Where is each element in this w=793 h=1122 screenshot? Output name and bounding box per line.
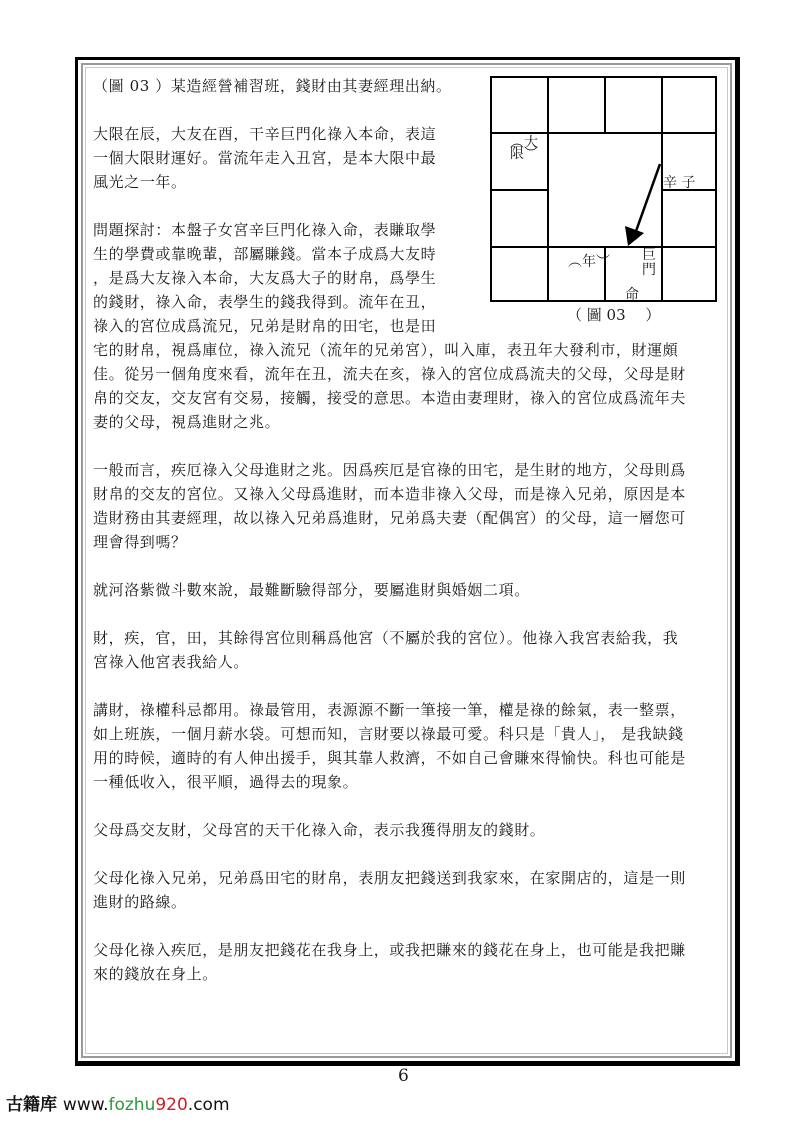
arrow-svg [490, 76, 717, 302]
paragraph-line: 一種低收入，很平順，過得去的現象。 [93, 773, 359, 791]
paragraph-line: 一個大限財運好。當流年走入丑宮，是本大限中最 [93, 149, 437, 167]
paragraph-line: 就河洛紫微斗數來說，最難斷驗得部分，要屬進財與婚姻二項。 [93, 581, 530, 599]
paragraph-line: ，是爲大友祿入本命，大友爲大子的財帛，爲學生 [93, 269, 437, 287]
watermark-cn: 古籍库 [6, 1095, 57, 1115]
paragraph-line: 造財務由其妻經理，故以祿入兄弟爲進財，兄弟爲夫妻（配偶宮）的父母，這一層您可 [93, 509, 686, 527]
paragraph-line: 財帛的交友的宮位。又祿入父母爲進財，而本造非祿入父母，而是祿入兄弟，原因是本 [93, 485, 686, 503]
paragraph-line: 用的時候，適時的有人伸出援手，與其靠人救濟，不如自己會賺來得愉快。科也可能是 [93, 749, 686, 767]
paragraph-line: 來的錢放在身上。 [93, 965, 218, 983]
paragraph-line: 佳。從另一個角度來看，流年在丑，流夫在亥，祿入的宮位成爲流夫的父母，父母是財 [93, 365, 686, 383]
chart-grid-figure [490, 76, 717, 302]
watermark-www: www. [62, 1095, 109, 1115]
paragraph-line: 財，疾，官，田，其餘得宮位則稱爲他宮（不屬於我的宮位）。他祿入我宮表給我，我 [93, 629, 679, 647]
arrow-line [635, 164, 660, 234]
arrow-head-icon [625, 226, 644, 246]
label-da-xian: ︵大限︶ [510, 135, 538, 162]
paragraph-line: 的錢財，祿入命，表學生的錢我得到。流年在丑， [93, 293, 437, 311]
paragraph-line: 理會得到嗎？ [93, 533, 187, 551]
paragraph-line: 一般而言，疾厄祿入父母進財之兆。因爲疾厄是官祿的田宅，是生財的地方，父母則爲 [93, 461, 686, 479]
paragraph-line: 父母化祿入疾厄，是朋友把錢花在我身上，或我把賺來的錢花在身上，也可能是我把賺 [93, 941, 686, 959]
label-ming: 命 [625, 287, 639, 303]
label-nian: ︵年︶ [568, 254, 610, 270]
paragraph-line: 父母化祿入兄弟，兄弟爲田宅的財帛，表朋友把錢送到我家來，在家開店的，這是一則 [93, 869, 686, 887]
paragraph-line: 妻的父母，視爲進財之兆。 [93, 413, 281, 431]
watermark [6, 1090, 230, 1115]
paragraph-line: 大限在辰，大友在酉，干辛巨門化祿入本命，表這 [93, 125, 437, 143]
paragraph-line: 父母爲交友財，父母宮的天干化祿入命，表示我獲得朋友的錢財。 [93, 821, 546, 839]
watermark-com: .com [187, 1095, 230, 1115]
paragraph-line: 帛的交友，交友宮有交易，接觸，接受的意思。本造由妻理財，祿入的宮位成爲流年夫 [93, 389, 686, 407]
paragraph-line: 問題探討：本盤子女宮辛巨門化祿入命，表賺取學 [93, 221, 437, 239]
paragraph-line: 講財，祿權科忌都用。祿最管用，表源源不斷一筆接一筆，權是祿的餘氣，表一整票， [93, 701, 686, 719]
paragraph-line: 生的學費或靠晚輩，部屬賺錢。當本子成爲大友時 [93, 245, 437, 263]
label-ju-men: 巨門 [642, 247, 656, 278]
page-number: 6 [398, 1066, 409, 1086]
watermark-red: 920 [155, 1095, 188, 1115]
watermark-green: fozhu [108, 1095, 156, 1115]
label-xin-zi: 辛 子 [663, 175, 696, 191]
intro-line: （圖 03 ）某造經營補習班，錢財由其妻經理出納。 [93, 77, 452, 95]
paragraph-line: 祿入的宮位成爲流兄，兄弟是財帛的田宅，也是田 [93, 317, 437, 335]
paragraph-line: 宅的財帛，視爲庫位，祿入流兄（流年的兄弟宮），叫入庫，表丑年大發利市，財運頗 [93, 341, 679, 359]
figure-caption: （ 圖 03 ） [567, 306, 661, 324]
paragraph-line: 風光之一年。 [93, 173, 187, 191]
paragraph-line: 如上班族，一個月薪水袋。可想而知，言財要以祿最可愛。科只是「貴人」， 是我缺錢 [93, 725, 684, 743]
paragraph-line: 宮祿入他宮表我給人。 [93, 653, 250, 671]
paragraph-line: 進財的路線。 [93, 893, 187, 911]
